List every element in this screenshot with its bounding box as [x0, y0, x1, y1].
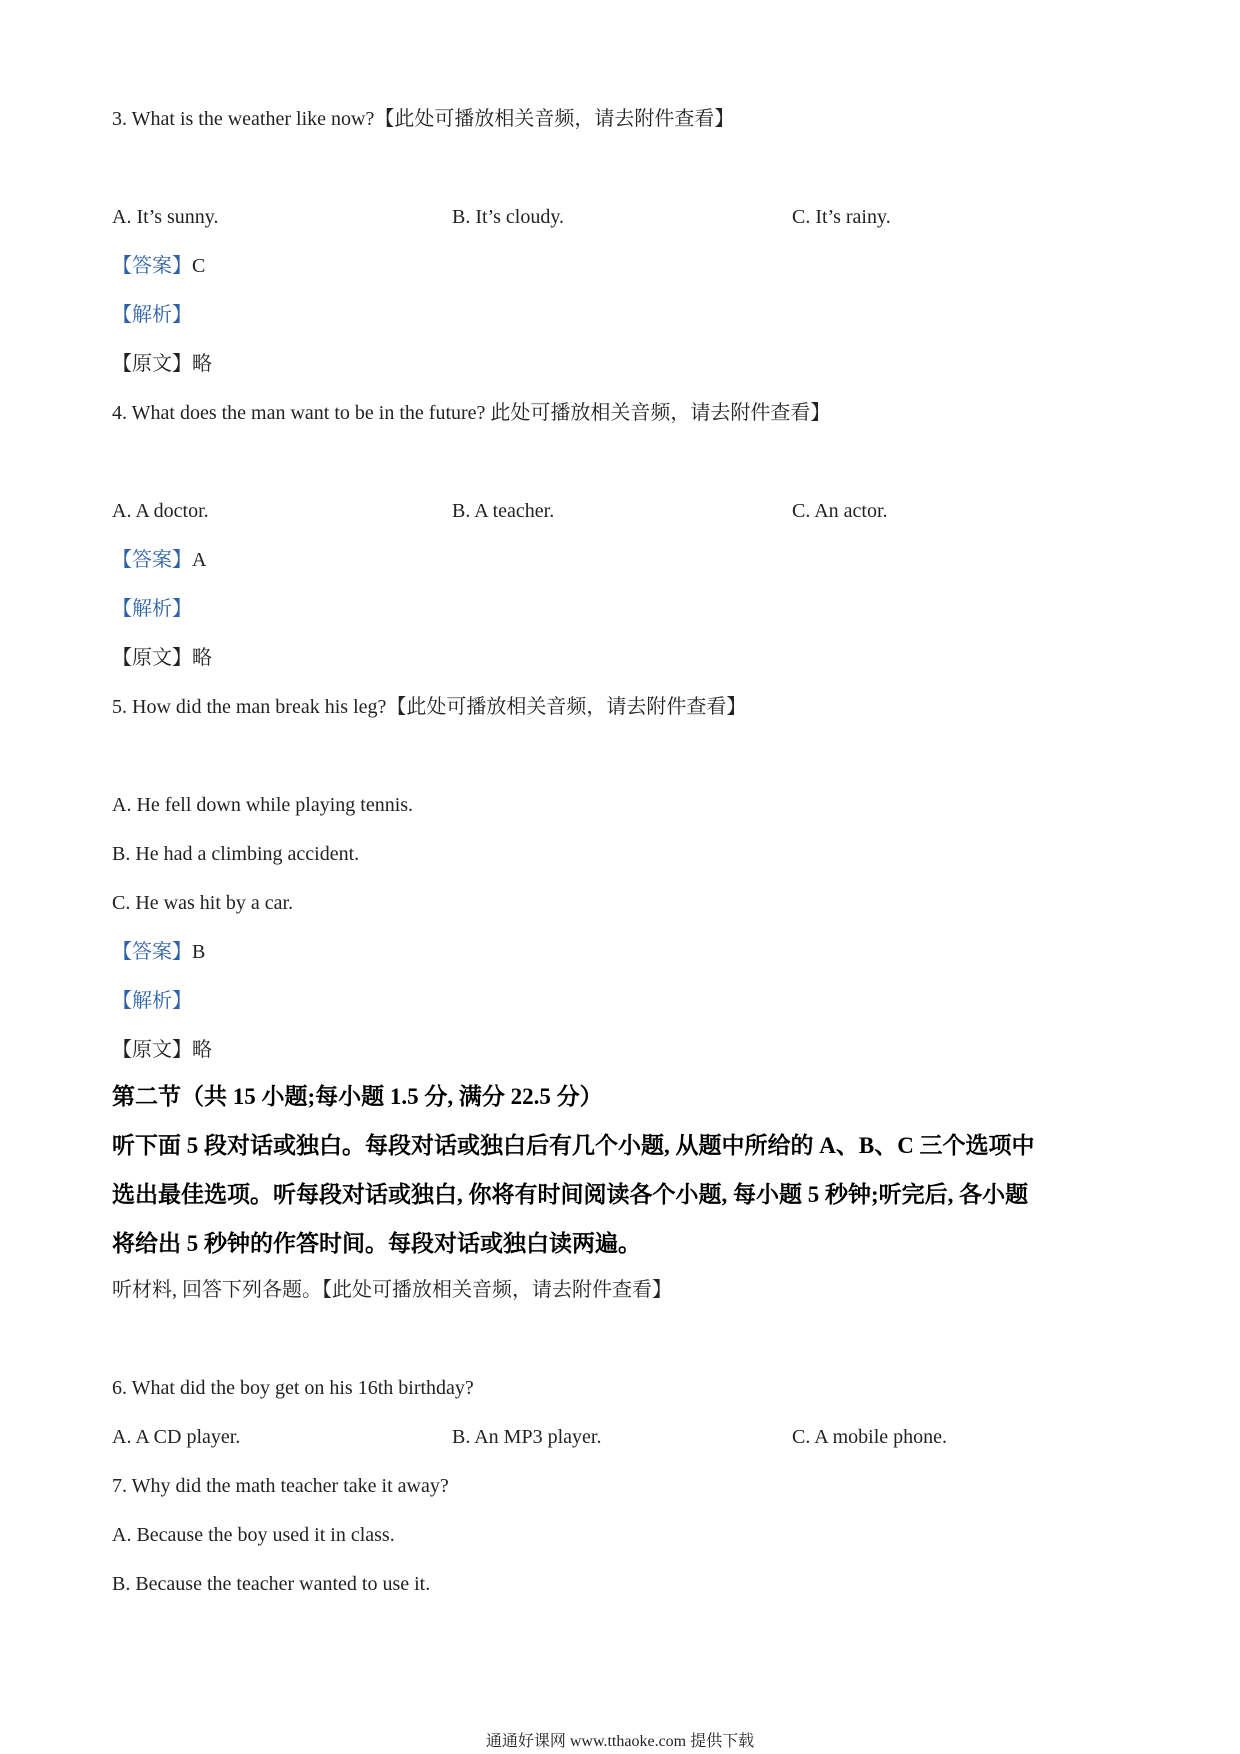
answer-value: B — [192, 941, 206, 963]
q3-option-a: A. It’s sunny. — [112, 206, 219, 228]
q4-original: 【原文】略 — [112, 647, 212, 669]
answer-tag: 【答案】 — [112, 549, 192, 571]
answer-tag: 【答案】 — [112, 941, 192, 963]
q6-option-b: B. An MP3 player. — [452, 1426, 602, 1448]
q3-original: 【原文】略 — [112, 353, 212, 375]
q7-option-a: A. Because the boy used it in class. — [112, 1524, 395, 1546]
q5-analysis-tag: 【解析】 — [112, 990, 192, 1012]
q6-option-c: C. A mobile phone. — [792, 1426, 947, 1448]
section2-instruction-line-2: 选出最佳选项。听每段对话或独白, 你将有时间阅读各个小题, 每小题 5 秒钟;听完后, 各小题 — [112, 1182, 1029, 1207]
q5-original: 【原文】略 — [112, 1039, 212, 1061]
page-footer: 通通好课网 www.tthaoke.com 提供下载 — [485, 1733, 755, 1750]
q4-analysis-tag: 【解析】 — [112, 598, 192, 620]
section2-instruction-line-3: 将给出 5 秒钟的作答时间。每段对话或独白读两遍。 — [112, 1231, 641, 1256]
answer-value: C — [192, 255, 206, 277]
q5-question: 5. How did the man break his leg?【此处可播放相关音频，请去附件查看】 — [112, 696, 747, 718]
section2-heading: 第二节（共 15 小题;每小题 1.5 分, 满分 22.5 分） — [112, 1084, 603, 1109]
q6-option-a: A. A CD player. — [112, 1426, 241, 1448]
q5-answer — [112, 940, 205, 964]
q5-option-b: B. He had a climbing accident. — [112, 843, 360, 865]
q4-option-b: B. A teacher. — [452, 500, 555, 522]
answer-tag: 【答案】 — [112, 255, 192, 277]
q7-option-b: B. Because the teacher wanted to use it. — [112, 1573, 431, 1595]
section2-instruction-line-1: 听下面 5 段对话或独白。每段对话或独白后有几个小题, 从题中所给的 A、B、C 三个选项中 — [112, 1133, 1035, 1158]
q3-option-b: B. It’s cloudy. — [452, 206, 565, 228]
q7-question: 7. Why did the math teacher take it away? — [112, 1475, 449, 1497]
section2-prompt: 听材料, 回答下列各题。【此处可播放相关音频，请去附件查看】 — [112, 1279, 672, 1301]
q6-question: 6. What did the boy get on his 16th birthday? — [112, 1377, 474, 1399]
q3-analysis-tag: 【解析】 — [112, 304, 192, 326]
q5-option-a: A. He fell down while playing tennis. — [112, 794, 414, 816]
q4-option-c: C. An actor. — [792, 500, 888, 522]
q4-option-a: A. A doctor. — [112, 500, 209, 522]
q4-answer — [112, 548, 206, 572]
q4-question: 4. What does the man want to be in the future? 此处可播放相关音频，请去附件查看】 — [112, 402, 831, 424]
q3-option-c: C. It’s rainy. — [792, 206, 891, 228]
q3-question: 3. What is the weather like now?【此处可播放相关音频，请去附件查看】 — [112, 108, 735, 130]
q5-option-c: C. He was hit by a car. — [112, 892, 294, 914]
q3-answer — [112, 254, 205, 278]
answer-value: A — [192, 549, 207, 571]
